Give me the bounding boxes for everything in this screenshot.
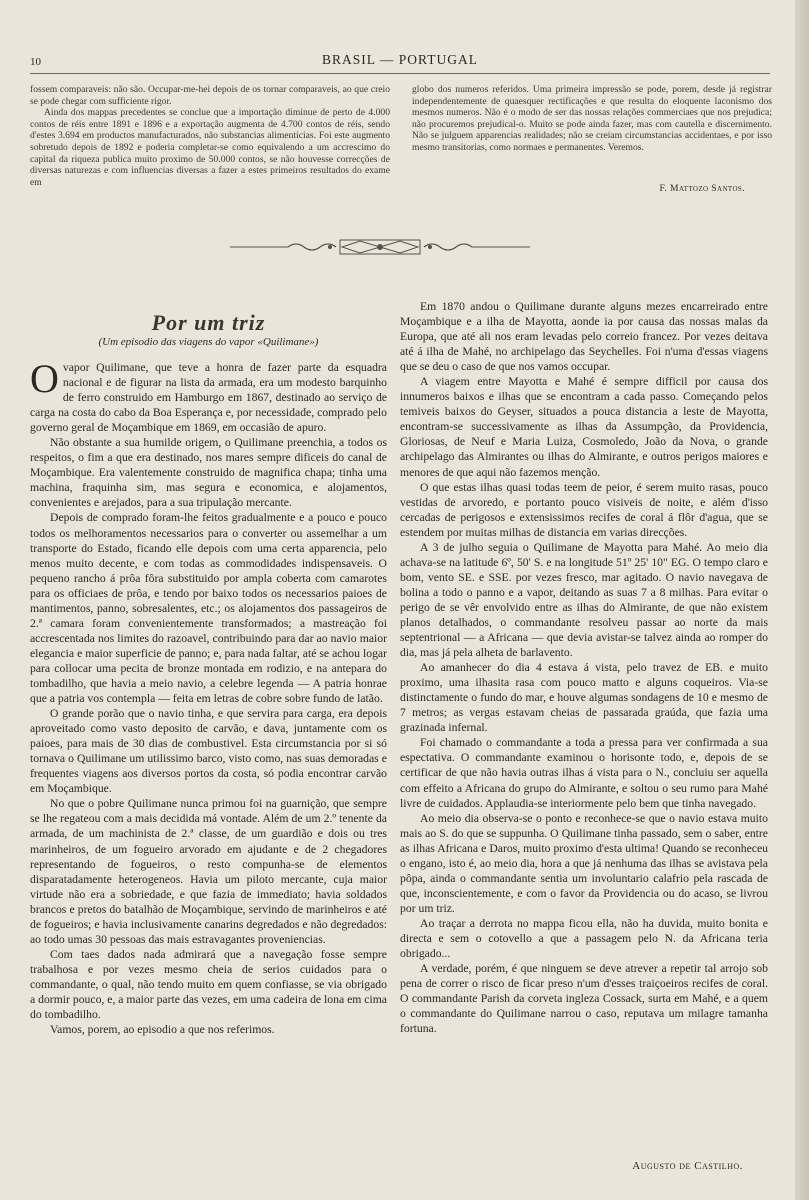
article-paragraph-10: O que estas ilhas quasi todas teem de peior, é serem muito rasas, pouco vestidas de arvoredo, e portanto pouco visiveis de noite, e além d'isso cercadas de perigosos e extensissimos recifes de coral á flôr d'agua, que se estendem por muitas milhas de distancia em varias direcções. [400,480,768,539]
top-paragraph-2: Ainda dos mappas precedentes se conclue que a importação diminue de perto de 4.000 contos de réis entre 1891 e 1896 e a exportação augmenta de 4.700 contos de réis, sendo d'estes 3.694 em productos manufacturados, não substancias alimenticias. Foi este augmento sobretudo depois de 1892 e poderia completar-se como equivalendo a um accrescimo do capital da riqueza publica muito proximo de 50.000 contos, se não houvesse correcções de diversas naturezas e com influencias diversas a fazer a estes primeiros resultados do exame em [30,107,390,188]
article-paragraph-13: Foi chamado o commandante a toda a pressa para ver confirmada a sua espectativa. O commandante examinou o horisonte todo, e, depois de se certificar de que não havia outras ilhas á vista para o N., concluiu ser aquella com effeito a Africana do grupo do Almirante, e soltou o seu rumo para Mahé livre de cuidados. Applaudia-se interiormente pelo bem que tinha navegado. [400,736,768,810]
top-article-left-column [30,84,390,188]
top-article-signature: F. Mattozo Santos. [659,183,745,194]
article-paragraph-8: Em 1870 andou o Quilimane durante alguns mezes encarreirado entre Moçambique e a ilha de Mayotta, aonde ia por causa das nossas malas da Europa, que até ali nos eram levadas pelo correio francez. Por vezes deitava até á ilha de Mahé, no archipelago das Seychelles. Foi n'uma d'essas viagens que se deu o caso de que nos vamos occupar. [400,300,768,374]
article-paragraph-5: No que o pobre Quilimane nunca primou foi na guarnição, que sempre se lhe regateou com a mais decidida má vontade. Além de um 2.º tenente da armada, de um machinista de 2.ª classe, de um guardião e dois ou tres marinheiros, de um fogueiro arvorado em ajudante e de 2 chegadores representando de fogueiros, o resto compunha-se de elementos disparatadamente heterogeneos. Havia um piloto mercante, cuja maior virtude não era a sobriedade, e que fazia de immediato; havia soldados brancos e pretos do batalhão de Moçambique, servindo de marinheiros e até de fogueiros; e havia inclusivamente canarins degredados e não degredados: ao todo umas 30 pessoas das mais estravagantes proveniencias. [30,797,387,946]
article-title: Por um triz [151,310,266,335]
top-paragraph-1: fossem comparaveis: não são. Occupar-me-hei depois de os tornar comparaveis, ao que creio se pode chegar com sufficiente rigor. [30,84,390,107]
article-paragraph-1 [30,356,387,435]
page-header [30,52,770,72]
article-paragraph-6: Com taes dados nada admirará que a navegação fosse sempre trabalhosa e por vezes mesmo cheia de serios cuidados para o commandante, o qual, não tendo muito em quem confiasse, se via obrigado a dormir pouco, e, a maior parte das vezes, em uma cadeira de lona em cima do tombadilho. [30,947,387,1022]
article-paragraph-15: Ao traçar a derrota no mappa ficou ella, não ha duvida, muito bonita e directa e sem o cotovello a que a passagem pelo N. da Africana teria obrigado... [400,916,768,961]
article-right-column [400,299,768,1036]
page-edge-shadow [795,0,809,1200]
article-paragraph-9: A viagem entre Mayotta e Mahé é sempre difficil por causa dos innumeros baixos e ilhas que se encontram a cada passo. Começando pelos temiveis baixos do Geyser, situados a pouca distancia a leste de Mayotta, encontram-se successivamente as ilhas da Assumpção, da Providencia, Gloriosas, de Neuf e Maria Luiza, Cosmoledo, João da Nova, o grande archipelago das Almirantes ou ilhas do Almirante, e outros perigos maiores e menores de que aqui não fazemos menção. [400,375,768,479]
article-paragraph-7: Vamos, porem, ao episodio a que nos referimos. [50,1023,275,1037]
top-paragraph-3: globo dos numeros referidos. Uma primeira impressão se pode, porem, desde já registrar independentemente de quaesquer rectificações e que resulta do eloquente laconismo dos mesmos numeros. Não é o modo de ser das nossas relações commerciaes que nos prejudica; não procuremos prejudical-o. Muito se pode ainda fazer, mas com cautella e discernimento. Não se julguem apparencias realidades; não se creiam circumstancias accidentaes, e por isso mesmo transitorias, como normaes e permanentes. Veremos. [412,84,772,153]
article-paragraph-16: A verdade, porém, é que ninguem se deve atrever a repetir tal arrojo sob pena de correr o risco de ficar preso n'um d'esses traiçoeiros recifes de coral. O commandante Parish da corveta ingleza Cossack, surta em Mahé, e a quem o commandante do Quilimane narrou o caso, reputava um milagre tamanha fortuna. [400,962,768,1036]
article-paragraph-3: Depois de comprado foram-lhe feitos gradualmente e a pouco e pouco todos os melhoramentos necessarios para o converter ou assemelhar a um transporte do Estado, ficando elle depois com uma certa apparencia, pelo menos muito decente, e com todas as commodidades indispensaveis. O pequeno rancho á prôa fôra substituido por ampla coberta com camarotes para os officiaes de prôa, e tendo por baixo todos os necessarios paioes de mantimentos, panno, sobresalentes, etc.; os alojamentos dos passageiros de 2.ª camara foram convenientemente transformados; a mastreação foi accrescentada nos limites do razoavel, contribuindo para dar ao navio maior elegancia e maior superficie de panno; e, para nada faltar, até se achou logar para collocar uma pecita de bronze montada em rodizio, e na antepara do tombadilho, que havia a meio navio, a celebre legenda — A patria honrae que a patria vos contempla — feita em letras de cobre sobre fundo de latão. [30,511,387,706]
top-article-right-column [412,84,772,154]
article-paragraph-1-text: vapor Quilimane, que teve a honra de fazer parte da esquadra nacional e de figurar na lista da armada, era um modesto barquinho de ferro construido em Hamburgo em 1867, destinado ao serviço de carga na costa do cabo da Boa Esperança e, por necessidade, comprado pelo governo geral de Moçambique em 1869, em occasião de apuro. [30,361,387,435]
article-left-column [30,356,387,1037]
header-rule [30,73,770,74]
article-paragraph-11: A 3 de julho seguia o Quilimane de Mayotta para Mahé. Ao meio dia achava-se na latitude 6º, 50' S. e na longitude 51º 25' 10" EG. O tempo claro e bom, vento SE. e SSE. por vezes fresco, mar agitado. O navio navegava de bolina a todo o panno e a vapor, deitando as suas 7 a 8 milhas. Para evitar o perigo de se vêr envolvido entre as ilhas do Almirante, de que não existem planos detalhados, o commandante resolveu passar ao norte da mais septentrional — a Africana — que devia avistar-se talvez ainda ao romper do dia, mas já pela alheta de barlavento. [400,540,768,660]
article-paragraph-14: Ao meio dia observa-se o ponto e reconhece-se que o navio estava muito mais ao S. do que se suppunha. O Quilimane tinha passado, sem o saber, entre as ilhas Africana e Daros, muito proximo d'esta ultima! Quando se reconheceu o engano, isto é, ao meio dia, hora a que já nenhuma das ilhas se avistava pela pôpa, ainda o commandante sentia um involuntario calafrio pela rascada de que, inconscientemente, e com o favor da Providencia ou do acaso, se livrou por um triz. [400,811,768,915]
article-signature: Augusto de Castilho. [632,1160,743,1172]
article-paragraph-2: Não obstante a sua humilde origem, o Quilimane preenchia, a todos os respeitos, o fim a que era destinado, nos mares sempre dificeis do canal de Moçambique. Era valentemente construido de magnifica chapa; tinha uma machina, fraquinha sim, mas segura e economica, e alojamentos, convenientes e arejados, para a sua tripulação mercante. [30,436,387,510]
page-number: 10 [30,56,41,68]
article-paragraph-4: O grande porão que o navio tinha, e que servira para carga, era depois aproveitado como vasto deposito de carvão, e dava, juntamente com os paioes, para mais de 30 dias de combustivel. Esta circumstancia por si só tornava o Quilimane um utilissimo barco, visto como, nas suas demoradas e frequentes viagens aos diversos portos da costa, só podia encontrar carvão em Moçambique. [30,707,387,796]
ornamental-divider-icon [230,238,530,256]
article-subtitle: (Um episodio das viagens do vapor «Quilimane») [98,336,319,348]
article-paragraph-12: Ao amanhecer do dia 4 estava á vista, pelo travez de EB. e muito proximo, uma ilhasita rasa com pouco matto e alguns coqueiros. Via-se distinctamente o fundo do mar, e houve algumas sondagens de 10 e mesmo de 7 metros; as vergas estavam cheias de passarada graúda, que fazia uma grazinada infernal. [400,661,768,735]
running-head: BRASIL — PORTUGAL [322,52,478,67]
drop-cap: O [30,356,59,401]
